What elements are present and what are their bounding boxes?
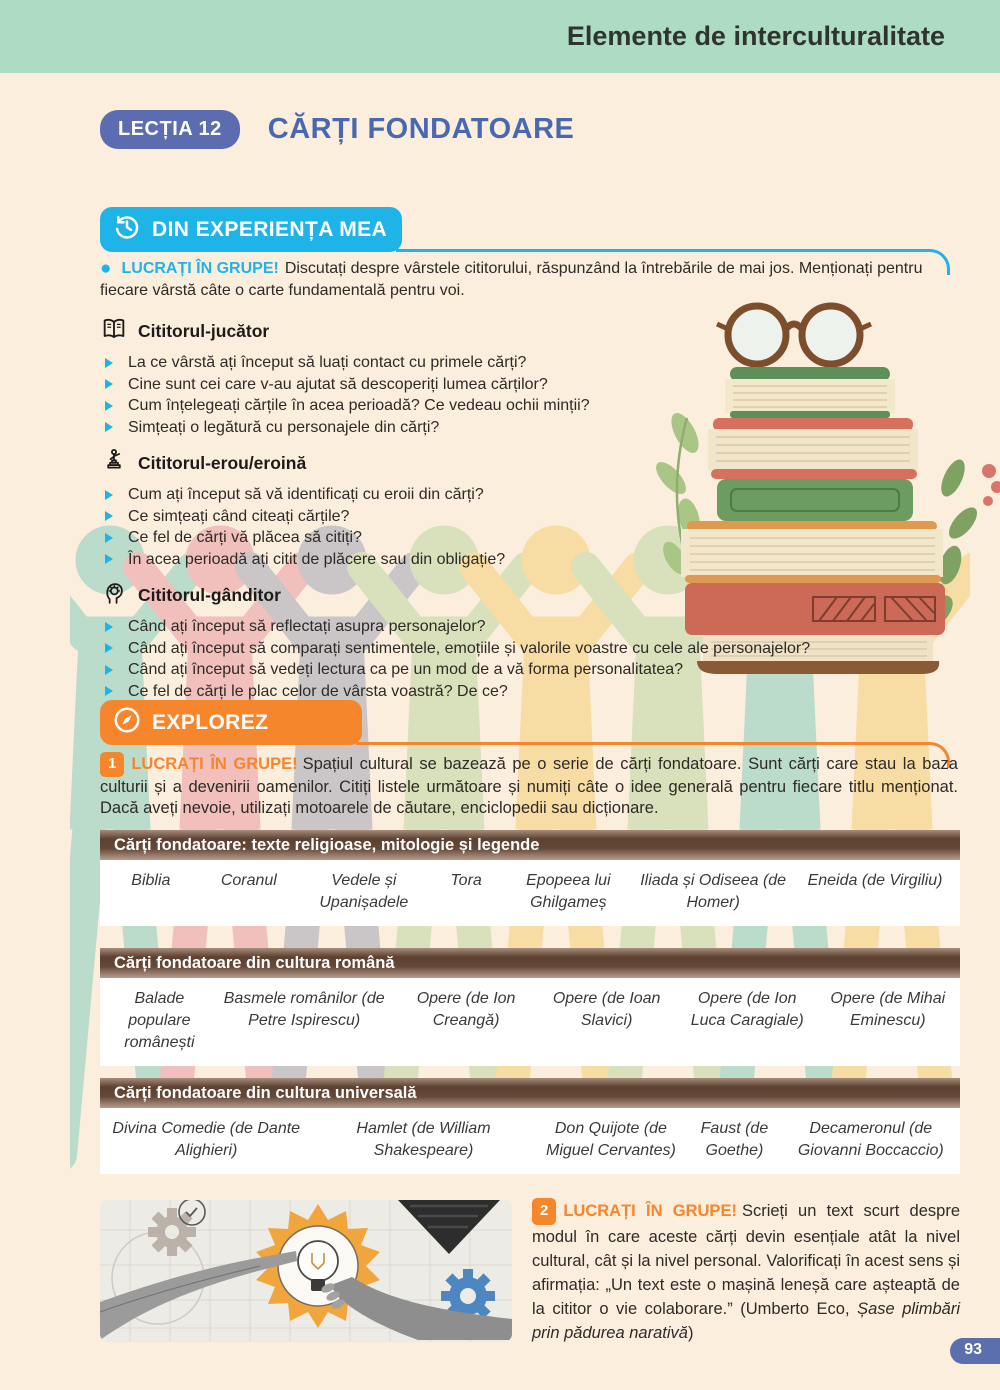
chapter-band (0, 0, 1000, 73)
question-text: În acea perioadă ați citit de plăcere sau din obligație? (128, 550, 506, 568)
triangle-bullet-icon (105, 422, 113, 432)
question-item (100, 417, 960, 439)
table-cell: Don Quijote (de Miguel Cervantes) (546, 1120, 676, 1159)
explore-banner-label: EXPLOREZ (152, 710, 269, 734)
task-2-text-end: ) (687, 1324, 694, 1342)
explore-banner (100, 700, 362, 745)
question-text: Când ați început să vedeți lectura ca pe un mod de a vă forma personalitatea? (128, 661, 684, 678)
question-text: Când ați început să reflectați asupra personajelor? (128, 618, 486, 635)
table-cell: Opere (de Ion Luca Caragiale) (690, 990, 804, 1029)
question-list-ganditor (100, 616, 960, 702)
table-header: Cărți fondatoare din cultura universală (100, 1078, 960, 1108)
table-cell: Basmele românilor (de Petre Ispirescu) (223, 990, 385, 1029)
question-item (100, 549, 960, 571)
question-text: Cum ați început să vă identificați cu eroii din cărți? (128, 486, 484, 503)
question-text: Simțeați o legătură cu personajele din cărți? (128, 418, 440, 436)
triangle-bullet-icon (105, 643, 113, 653)
experience-banner (100, 207, 402, 252)
question-list-jucator (100, 352, 960, 438)
table-cell: Opere (de Mihai Eminescu) (830, 990, 946, 1029)
table-cell: Biblia (131, 872, 171, 889)
question-item (100, 506, 960, 528)
experience-intro-label: LUCRAȚI ÎN GRUPE! (121, 260, 279, 277)
question-text: Cine sunt cei care v-au ajutat să descoperiți lumea cărților? (128, 375, 548, 393)
task-number-badge: 1 (100, 752, 124, 777)
table-cell: Decameronul (de Giovanni Boccaccio) (797, 1120, 944, 1159)
table-religious-texts (100, 830, 960, 926)
question-list-erou (100, 484, 960, 570)
question-text: Ce fel de cărți le plac celor de vârsta voastră? De ce? (128, 682, 508, 700)
group-header-ganditor (100, 579, 960, 612)
task-2 (532, 1198, 960, 1345)
experience-intro-text: Discutați despre vârstele cititorului, răspunzând la întrebările de mai jos. Menționați pentru fiecare vârstă câte o carte fundamentală pentru voi. (100, 260, 923, 299)
triangle-bullet-icon (105, 622, 113, 632)
question-item (100, 681, 960, 703)
table-header: Cărți fondatoare: texte religioase, mitologie și legende (100, 830, 960, 860)
table-cell: Faust (de Goethe) (700, 1120, 769, 1159)
table-cell: Opere (de Ion Creangă) (416, 990, 516, 1029)
table-cell: Iliada și Odiseea (de Homer) (640, 872, 787, 911)
lesson-number-badge: LECȚIA 12 (100, 110, 240, 149)
open-book-icon (100, 315, 128, 348)
question-item (100, 374, 960, 396)
page-number-tab (950, 1338, 1000, 1364)
compass-icon (112, 705, 142, 741)
bullet-dot-icon: ● (100, 258, 112, 279)
idea-collage-image (100, 1200, 512, 1342)
table-romanian-culture (100, 948, 960, 1066)
lesson-title: CĂRȚI FONDATOARE (267, 113, 575, 145)
table-cell: Balade populare românești (124, 990, 195, 1051)
question-item (100, 484, 960, 506)
task-1-label: LUCRAȚI ÎN GRUPE! (131, 755, 298, 773)
table-body (100, 860, 960, 926)
table-body (100, 1108, 960, 1174)
chapter-title: Elemente de interculturalitate (566, 21, 945, 51)
task-number-badge: 2 (532, 1198, 556, 1225)
table-universal-culture (100, 1078, 960, 1174)
question-text: La ce vârstă ați început să luați contact cu primele cărți? (128, 354, 527, 371)
table-cell: Hamlet (de William Shakespeare) (356, 1120, 491, 1159)
triangle-bullet-icon (105, 490, 113, 500)
triangle-bullet-icon (105, 379, 113, 389)
reader-groups (100, 306, 960, 702)
task-2-book-title: Șase plimbări prin pădurea narativă (532, 1300, 960, 1342)
table-cell: Epopeea lui Ghilgameș (526, 872, 611, 911)
statue-icon (100, 447, 128, 480)
task-1 (100, 752, 958, 820)
table-cell: Tora (450, 872, 482, 889)
lesson-header (100, 110, 574, 149)
group-header-jucator (100, 315, 960, 348)
question-item (100, 659, 960, 681)
question-item (100, 638, 960, 660)
triangle-bullet-icon (105, 554, 113, 564)
question-text: Ce simțeați când citeați cărțile? (128, 507, 350, 525)
page-number: 93 (964, 1341, 982, 1358)
table-cell: Eneida (de Virgiliu) (807, 872, 943, 889)
triangle-bullet-icon (105, 665, 113, 675)
triangle-bullet-icon (105, 686, 113, 696)
question-item (100, 527, 960, 549)
table-cell: Opere (de Ioan Slavici) (552, 990, 661, 1029)
question-item (100, 616, 960, 638)
table-header: Cărți fondatoare din cultura română (100, 948, 960, 978)
triangle-bullet-icon (105, 401, 113, 411)
question-item (100, 352, 960, 374)
triangle-bullet-icon (105, 511, 113, 521)
table-cell: Coranul (220, 872, 277, 889)
triangle-bullet-icon (105, 358, 113, 368)
group-title: Cititorul-erou/eroină (138, 453, 307, 473)
task-1-text: Spațiul cultural se bazează pe o serie de cărți fondatoare. Sunt cărți care stau la baza culturii și a devenirii oamenilor. Citiți listele următoare și numiți câte o idee generală pentru fiecare titlu menționat. Dacă aveți nevoie, utilizați motoarele de căutare, enciclopedii sau dicționare. (100, 755, 958, 817)
question-item (100, 395, 960, 417)
task-2-text: Scrieți un text scurt despre modul în care aceste cărți devin esențiale atât la nivel cultural, cât și la nivel personal. Valorificați în acest sens și afirmația: „Un text este o mașină leneșă care așteaptă de la cititor o vie colaborare.” (Umberto Eco, (532, 1202, 960, 1318)
group-title: Cititorul-gânditor (138, 585, 281, 605)
table-body (100, 978, 960, 1066)
table-cell: Divina Comedie (de Dante Alighieri) (112, 1120, 301, 1159)
thinking-head-icon (100, 579, 128, 612)
question-text: Cum înțelegeați cărțile în acea perioadă? Ce vedeau ochii minții? (128, 397, 590, 414)
question-text: Ce fel de cărți vă plăcea să citiți? (128, 529, 362, 546)
group-title: Cititorul-jucător (138, 321, 270, 341)
table-cell: Vedele și Upanișadele (319, 872, 409, 911)
experience-intro (100, 258, 956, 301)
clock-history-icon (112, 212, 142, 248)
triangle-bullet-icon (105, 533, 113, 543)
task-2-label: LUCRAȚI ÎN GRUPE! (563, 1202, 737, 1220)
group-header-erou (100, 447, 960, 480)
question-text: Când ați început să comparați sentimentele, emoțiile și valorile voastre cu cele ale personajelor? (128, 639, 811, 657)
experience-banner-label: DIN EXPERIENȚA MEA (152, 217, 388, 241)
